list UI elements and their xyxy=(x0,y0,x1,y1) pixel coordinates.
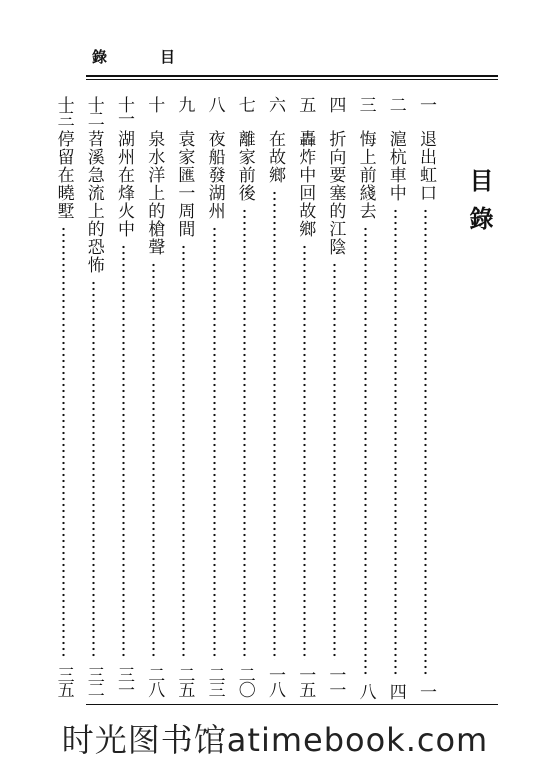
dot-leader xyxy=(394,208,397,677)
chapter-title: 悔上前綫去 xyxy=(355,130,376,220)
page-number: 三五 xyxy=(53,666,74,696)
chapter-title: 離家前後 xyxy=(234,130,255,202)
toc-entry[interactable] xyxy=(352,96,380,704)
chapter-title: 夜船發湖州 xyxy=(204,130,225,220)
chapter-number: 十 xyxy=(144,96,165,110)
toc-entry[interactable] xyxy=(382,96,410,704)
chapter-number: 二 xyxy=(385,96,406,110)
toc-entry[interactable] xyxy=(110,96,138,704)
page-number: 二五 xyxy=(174,666,195,696)
chapter-title: 袁家匯一周間 xyxy=(174,130,195,238)
toc-entry[interactable] xyxy=(140,96,168,704)
page-number: 二八 xyxy=(144,666,165,696)
dot-leader xyxy=(152,262,155,660)
toc-entry[interactable] xyxy=(50,96,78,704)
chapter-title: 轟炸中回故鄉 xyxy=(295,130,316,238)
dot-leader xyxy=(62,226,65,660)
page-number: 一 xyxy=(416,683,436,698)
chapter-number: 十二 xyxy=(83,96,104,124)
toc-entry[interactable] xyxy=(412,96,440,704)
chapter-title: 湖州在烽火中 xyxy=(114,130,134,238)
dot-leader xyxy=(273,190,276,660)
toc-entry[interactable] xyxy=(80,96,108,704)
toc-entry[interactable] xyxy=(170,96,198,704)
page-number: 二〇 xyxy=(234,666,255,696)
chapter-number: 十三 xyxy=(53,96,74,124)
chapter-title: 滬杭車中 xyxy=(385,130,406,202)
chapter-number: 一 xyxy=(416,96,436,110)
header-rule xyxy=(86,75,498,77)
chapter-number: 十一 xyxy=(114,96,134,124)
page-number: 一一 xyxy=(325,666,346,696)
toc-entry[interactable] xyxy=(201,96,229,704)
footer-rule xyxy=(86,704,498,705)
toc-entry[interactable] xyxy=(231,96,259,704)
dot-leader xyxy=(424,208,427,677)
chapter-number: 六 xyxy=(265,96,285,110)
dot-leader xyxy=(122,244,125,660)
toc-entry[interactable] xyxy=(261,96,289,704)
page-number: 四 xyxy=(385,683,406,698)
page-number: 八 xyxy=(355,683,376,698)
chapter-title: 停留在曉墅 xyxy=(53,130,74,220)
page-number: 一八 xyxy=(265,666,285,696)
chapter-title: 折向要塞的江陰 xyxy=(325,130,346,256)
chapter-number: 九 xyxy=(174,96,195,110)
chapter-number: 三 xyxy=(355,96,376,110)
dot-leader xyxy=(243,208,246,660)
chapter-title: 在故鄉 xyxy=(265,130,285,184)
page-number: 三二 xyxy=(83,666,104,696)
chapter-number: 七 xyxy=(234,96,255,110)
site-watermark: 时光图书馆atimebook.com xyxy=(61,721,489,759)
toc-entry[interactable] xyxy=(321,96,349,704)
dot-leader xyxy=(213,226,216,660)
chapter-title: 苕溪急流上的恐怖 xyxy=(83,130,104,274)
running-header-left: 錄 xyxy=(92,48,109,66)
dot-leader xyxy=(333,262,336,660)
running-header-right: 目 xyxy=(160,48,177,66)
chapter-title: 退出虹口 xyxy=(416,130,436,202)
dot-leader xyxy=(92,280,95,660)
page-number: 一五 xyxy=(295,666,316,696)
dot-leader xyxy=(182,244,185,660)
chapter-title: 泉水洋上的槍聲 xyxy=(144,130,165,256)
page-number: 二三 xyxy=(204,666,225,696)
chapter-number: 四 xyxy=(325,96,346,110)
dot-leader xyxy=(364,226,367,677)
page-number: 三一 xyxy=(114,666,134,696)
chapter-number: 五 xyxy=(295,96,316,110)
toc-title: 目錄 xyxy=(465,168,494,244)
dot-leader xyxy=(303,244,306,660)
header-rule-thin xyxy=(86,79,498,80)
toc-entry[interactable] xyxy=(291,96,319,704)
chapter-number: 八 xyxy=(204,96,225,110)
